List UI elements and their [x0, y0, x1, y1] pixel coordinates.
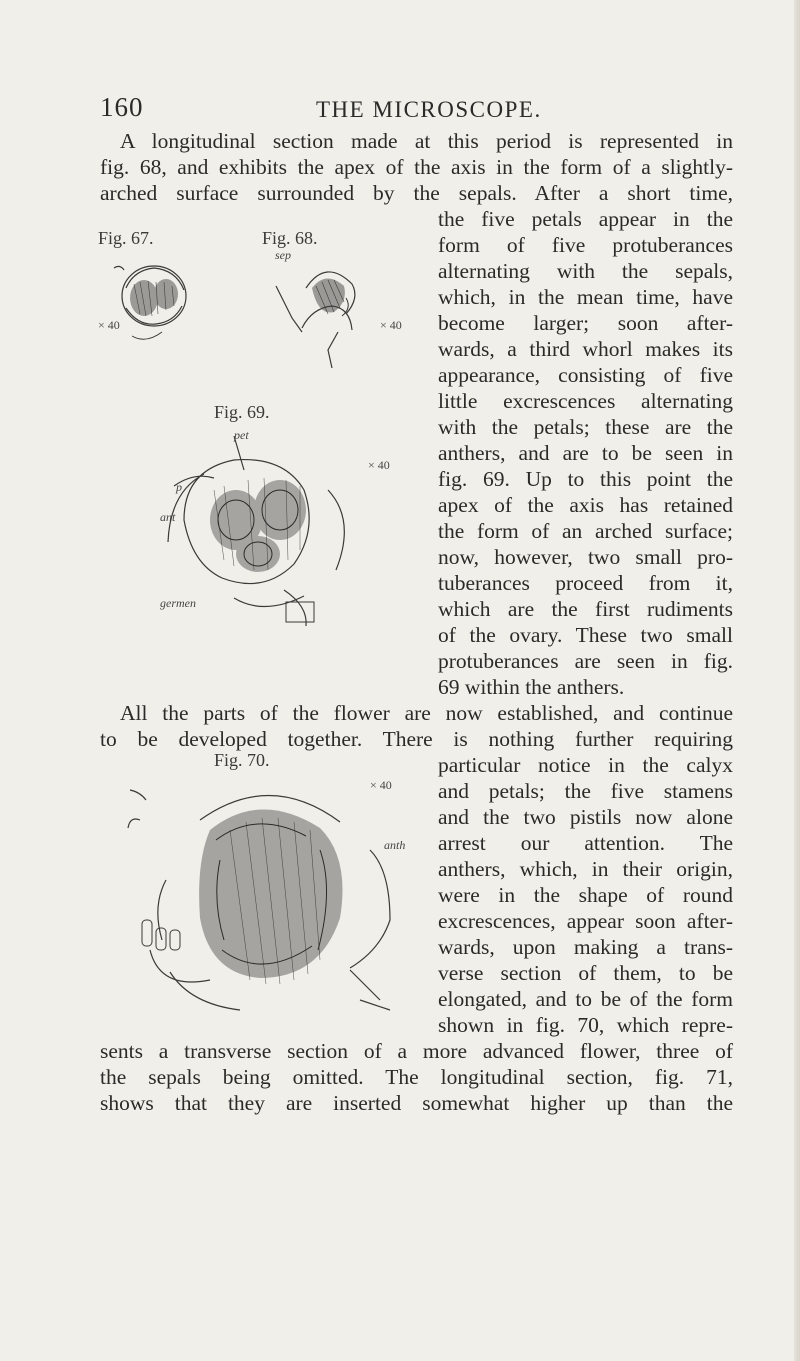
text-line: now, however, two small pro- [438, 545, 733, 569]
text-line: protuberances are seen in fig. [438, 649, 733, 673]
fig-70-magnification: × 40 [370, 778, 392, 792]
text-line: which are the first rudiments [438, 597, 733, 621]
text-line: 69 within the anthers. [438, 675, 625, 699]
text-line: anthers, which, in their origin, [438, 857, 733, 881]
page-edge-shadow [794, 0, 800, 1361]
text-line: excrescences, appear soon after- [438, 909, 733, 933]
text-line: verse section of them, to be [438, 961, 733, 985]
text-line: fig. 68, and exhibits the apex of the axis in the form of a slightly- [100, 155, 733, 179]
running-head-title: THE MICROSCOPE. [316, 97, 542, 122]
fig-70-illustration [120, 780, 420, 1030]
fig-69-label-pet: pet [234, 428, 249, 442]
text-line: the sepals being omitted. The longitudinal section, fig. 71, [100, 1065, 733, 1089]
fig-68-illustration [262, 258, 402, 368]
text-line: wards, a third whorl makes its [438, 337, 733, 361]
text-line: and petals; the five stamens [438, 779, 733, 803]
text-line: little excrescences alternating [438, 389, 733, 413]
fig-68-label-sep: sep [275, 248, 291, 262]
text-line: arrest our attention. The [438, 831, 733, 855]
text-line: of the ovary. These two small [438, 623, 733, 647]
fig-69-caption: Fig. 69. [214, 402, 270, 422]
fig-69-label-germen: germen [160, 596, 196, 610]
text-line: alternating with the sepals, [438, 259, 733, 283]
text-line: which, in the mean time, have [438, 285, 733, 309]
text-line: with the petals; these are the [438, 415, 733, 439]
fig-69-illustration [164, 430, 364, 630]
text-line: shown in fig. 70, which repre- [438, 1013, 733, 1037]
text-line: A longitudinal section made at this period is represented in [120, 129, 733, 153]
text-line: become larger; soon after- [438, 311, 733, 335]
fig-69-label-ant: ant [160, 510, 176, 524]
fig-67-magnification: × 40 [98, 318, 120, 332]
fig-67-caption: Fig. 67. [98, 228, 154, 248]
fig-69-label-p: p [176, 480, 182, 494]
text-line: appearance, consisting of five [438, 363, 733, 387]
text-line: All the parts of the flower are now established, and continue [120, 701, 733, 725]
fig-68-caption: Fig. 68. [262, 228, 318, 248]
fig-70-caption: Fig. 70. [214, 750, 270, 770]
text-line: to be developed together. There is nothing further requiring [100, 727, 733, 751]
fig-70-label-anth: anth [384, 838, 406, 852]
text-line: wards, upon making a trans- [438, 935, 733, 959]
text-line: were in the shape of round [438, 883, 733, 907]
text-line: sents a transverse section of a more advanced flower, three of [100, 1039, 733, 1063]
text-line: arched surface surrounded by the sepals. After a short time, [100, 181, 733, 205]
page-number: 160 [100, 92, 144, 122]
text-line: apex of the axis has retained [438, 493, 733, 517]
text-line: shows that they are inserted somewhat higher up than the [100, 1091, 733, 1115]
text-line: the five petals appear in the [438, 207, 733, 231]
fig-68-magnification: × 40 [380, 318, 402, 332]
text-line: tuberances proceed from it, [438, 571, 733, 595]
text-line: and the two pistils now alone [438, 805, 733, 829]
text-line: the form of an arched surface; [438, 519, 733, 543]
text-line: fig. 69. Up to this point the [438, 467, 733, 491]
fig-69-magnification: × 40 [368, 458, 390, 472]
text-line: form of five protuberances [438, 233, 733, 257]
text-line: elongated, and to be of the form [438, 987, 733, 1011]
text-line: particular notice in the calyx [438, 753, 733, 777]
fig-67-illustration [96, 248, 206, 348]
text-line: anthers, and are to be seen in [438, 441, 733, 465]
